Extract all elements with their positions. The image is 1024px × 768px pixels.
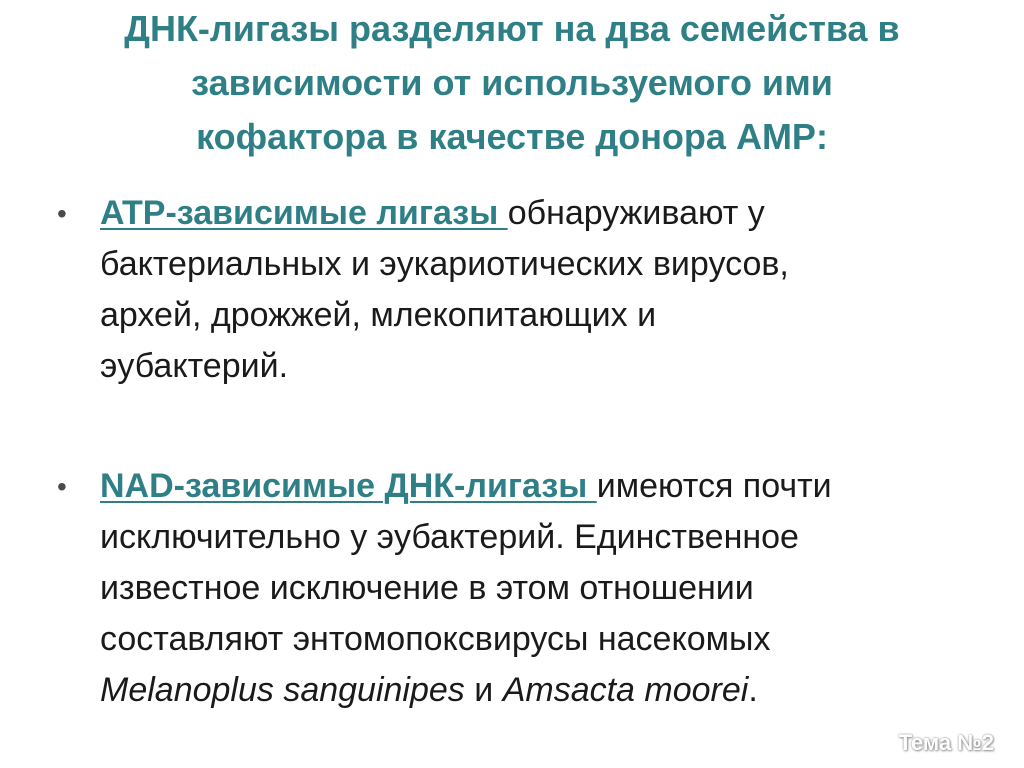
species-name: Amsacta moorei [502,671,749,709]
bullet-marker: • [57,198,67,229]
bullet-line: известное исключение в этом отношении [100,569,754,607]
footer-topic-label: Тема №2 [898,730,994,755]
bullet-line [100,461,832,512]
bullet-line: архей, дрожжей, млекопитающих и [100,296,657,334]
species-name: Melanoplus sanguinipes [100,671,465,709]
bullet-text: имеются почти [596,467,832,505]
sentence-end: . [748,671,758,709]
bullet-line: эубактерий. [100,347,289,385]
bullet-text: обнаруживают у [507,194,765,232]
bullet-line [100,665,758,716]
bullet-line [100,188,765,239]
bullet-line: бактериальных и эукариотических вирусов, [100,245,789,283]
bullet-marker: • [57,471,67,502]
title-line: ДНК-лигазы разделяют на два семейства в [124,8,900,49]
term-atp-ligases: ATP-зависимые лигазы [100,194,508,232]
term-nad-ligases: NAD-зависимые ДНК-лигазы [100,467,597,505]
bullet-line: исключительно у эубактерий. Единственное [100,518,799,556]
title-line: кофактора в качестве донора AMP: [196,116,828,157]
bullet-line: составляют энтомопоксвирусы насекомых [100,620,771,658]
conjunction: и [464,671,503,709]
title-line: зависимости от используемого ими [191,62,833,103]
